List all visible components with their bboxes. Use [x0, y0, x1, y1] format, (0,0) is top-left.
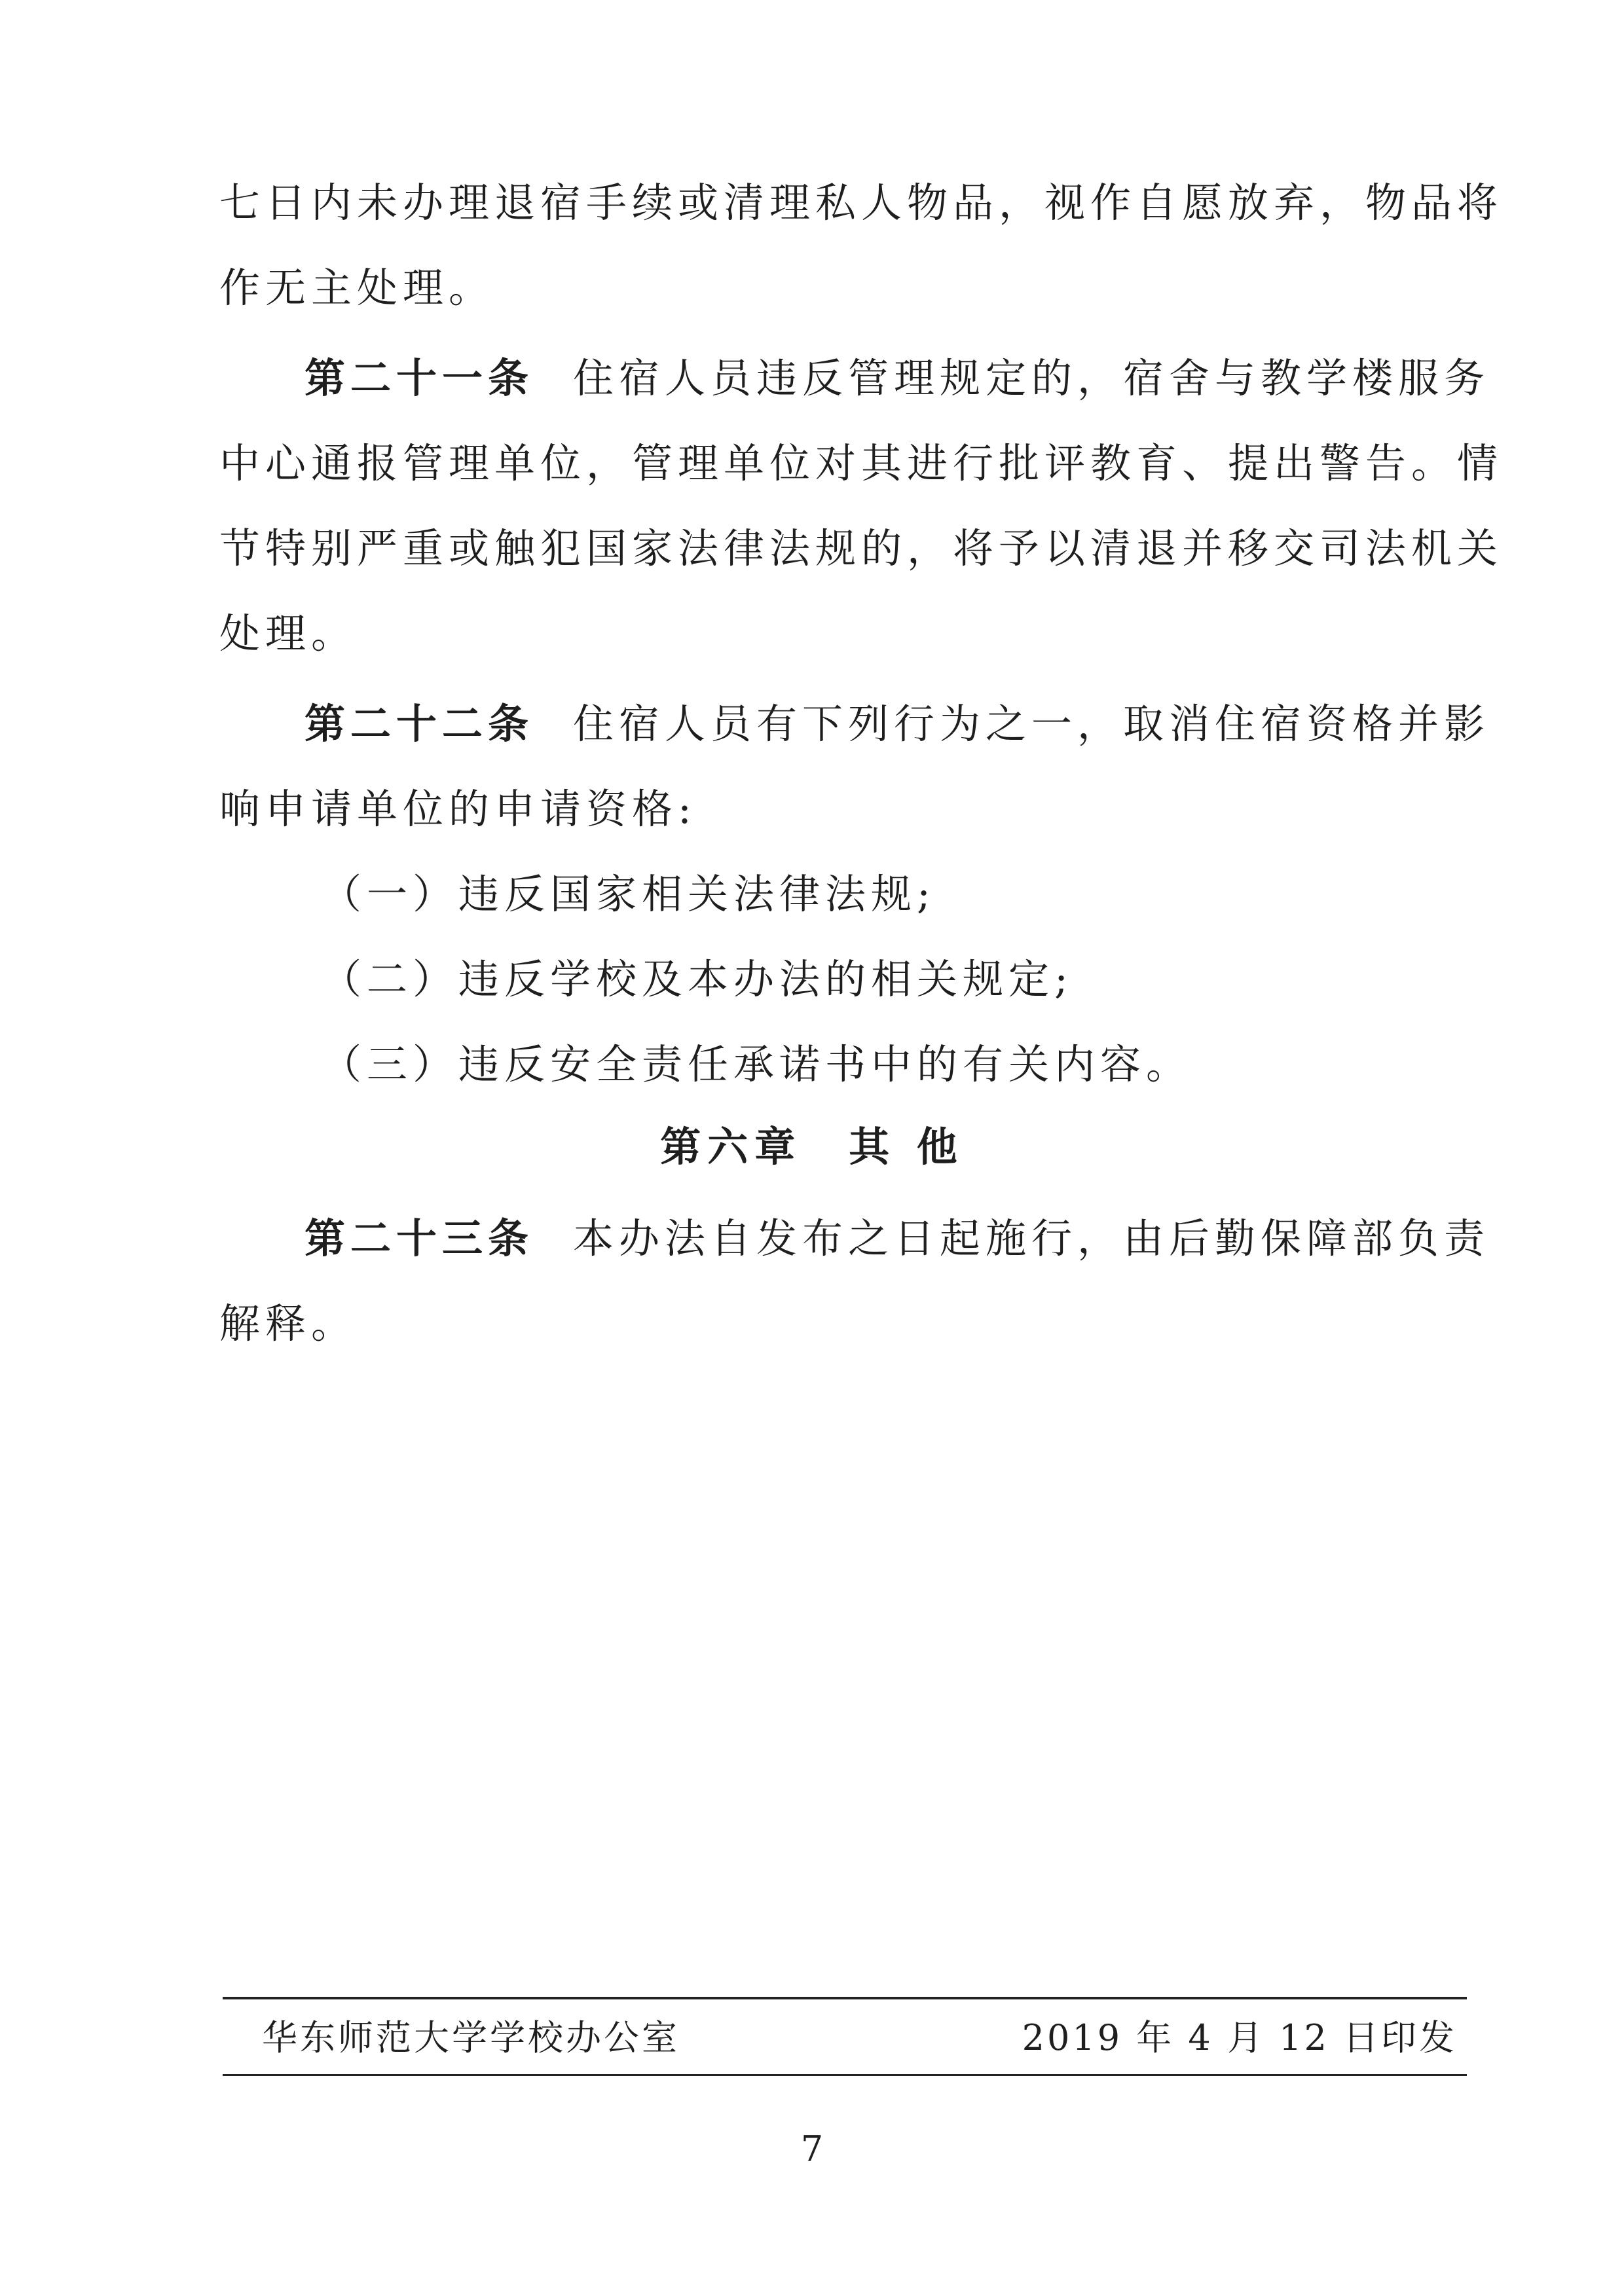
page-number: 7 — [800, 2128, 824, 2170]
paragraph-line: 解释。 — [219, 1300, 358, 1347]
article-number: 第二十三条 — [304, 1214, 534, 1262]
paragraph-line: 中心通报管理单位，管理单位对其进行批评教育、提出警告。情 — [219, 439, 1504, 487]
chapter-heading: 第六章 其 他 — [660, 1123, 964, 1171]
paragraph-line: 作无主处理。 — [219, 264, 495, 312]
list-item: （二）违反学校及本办法的相关规定; — [321, 955, 1073, 1003]
article-21-first-line — [304, 352, 1549, 405]
paragraph-line: 节特别严重或触犯国家法律法规的，将予以清退并移交司法机关 — [219, 524, 1504, 572]
article-text: 住宿人员违反管理规定的，宿舍与教学楼服务 — [573, 354, 1490, 402]
article-22-first-line — [304, 698, 1549, 750]
article-number: 第二十二条 — [304, 700, 534, 748]
article-23-first-line — [304, 1212, 1549, 1265]
article-text: 住宿人员有下列行为之一，取消住宿资格并影 — [573, 700, 1490, 748]
paragraph-line: 响申请单位的申请资格: — [219, 785, 697, 833]
paragraph-line: 处理。 — [219, 610, 358, 657]
footer-issuer: 华东师范大学学校办公室 — [262, 2017, 680, 2058]
article-number: 第二十一条 — [304, 354, 534, 402]
paragraph-line: 七日内未办理退宿手续或清理私人物品，视作自愿放弃，物品将 — [219, 179, 1504, 227]
footer-bottom-rule — [223, 2074, 1467, 2076]
list-item: （一）违反国家相关法律法规; — [321, 870, 936, 918]
footer-date: 2019 年 4 月 12 日印发 — [1022, 2017, 1457, 2058]
list-item: （三）违反安全责任承诺书中的有关内容。 — [321, 1040, 1192, 1088]
footer-top-rule — [223, 1997, 1467, 1999]
article-text: 本办法自发布之日起施行，由后勤保障部负责 — [573, 1214, 1490, 1262]
